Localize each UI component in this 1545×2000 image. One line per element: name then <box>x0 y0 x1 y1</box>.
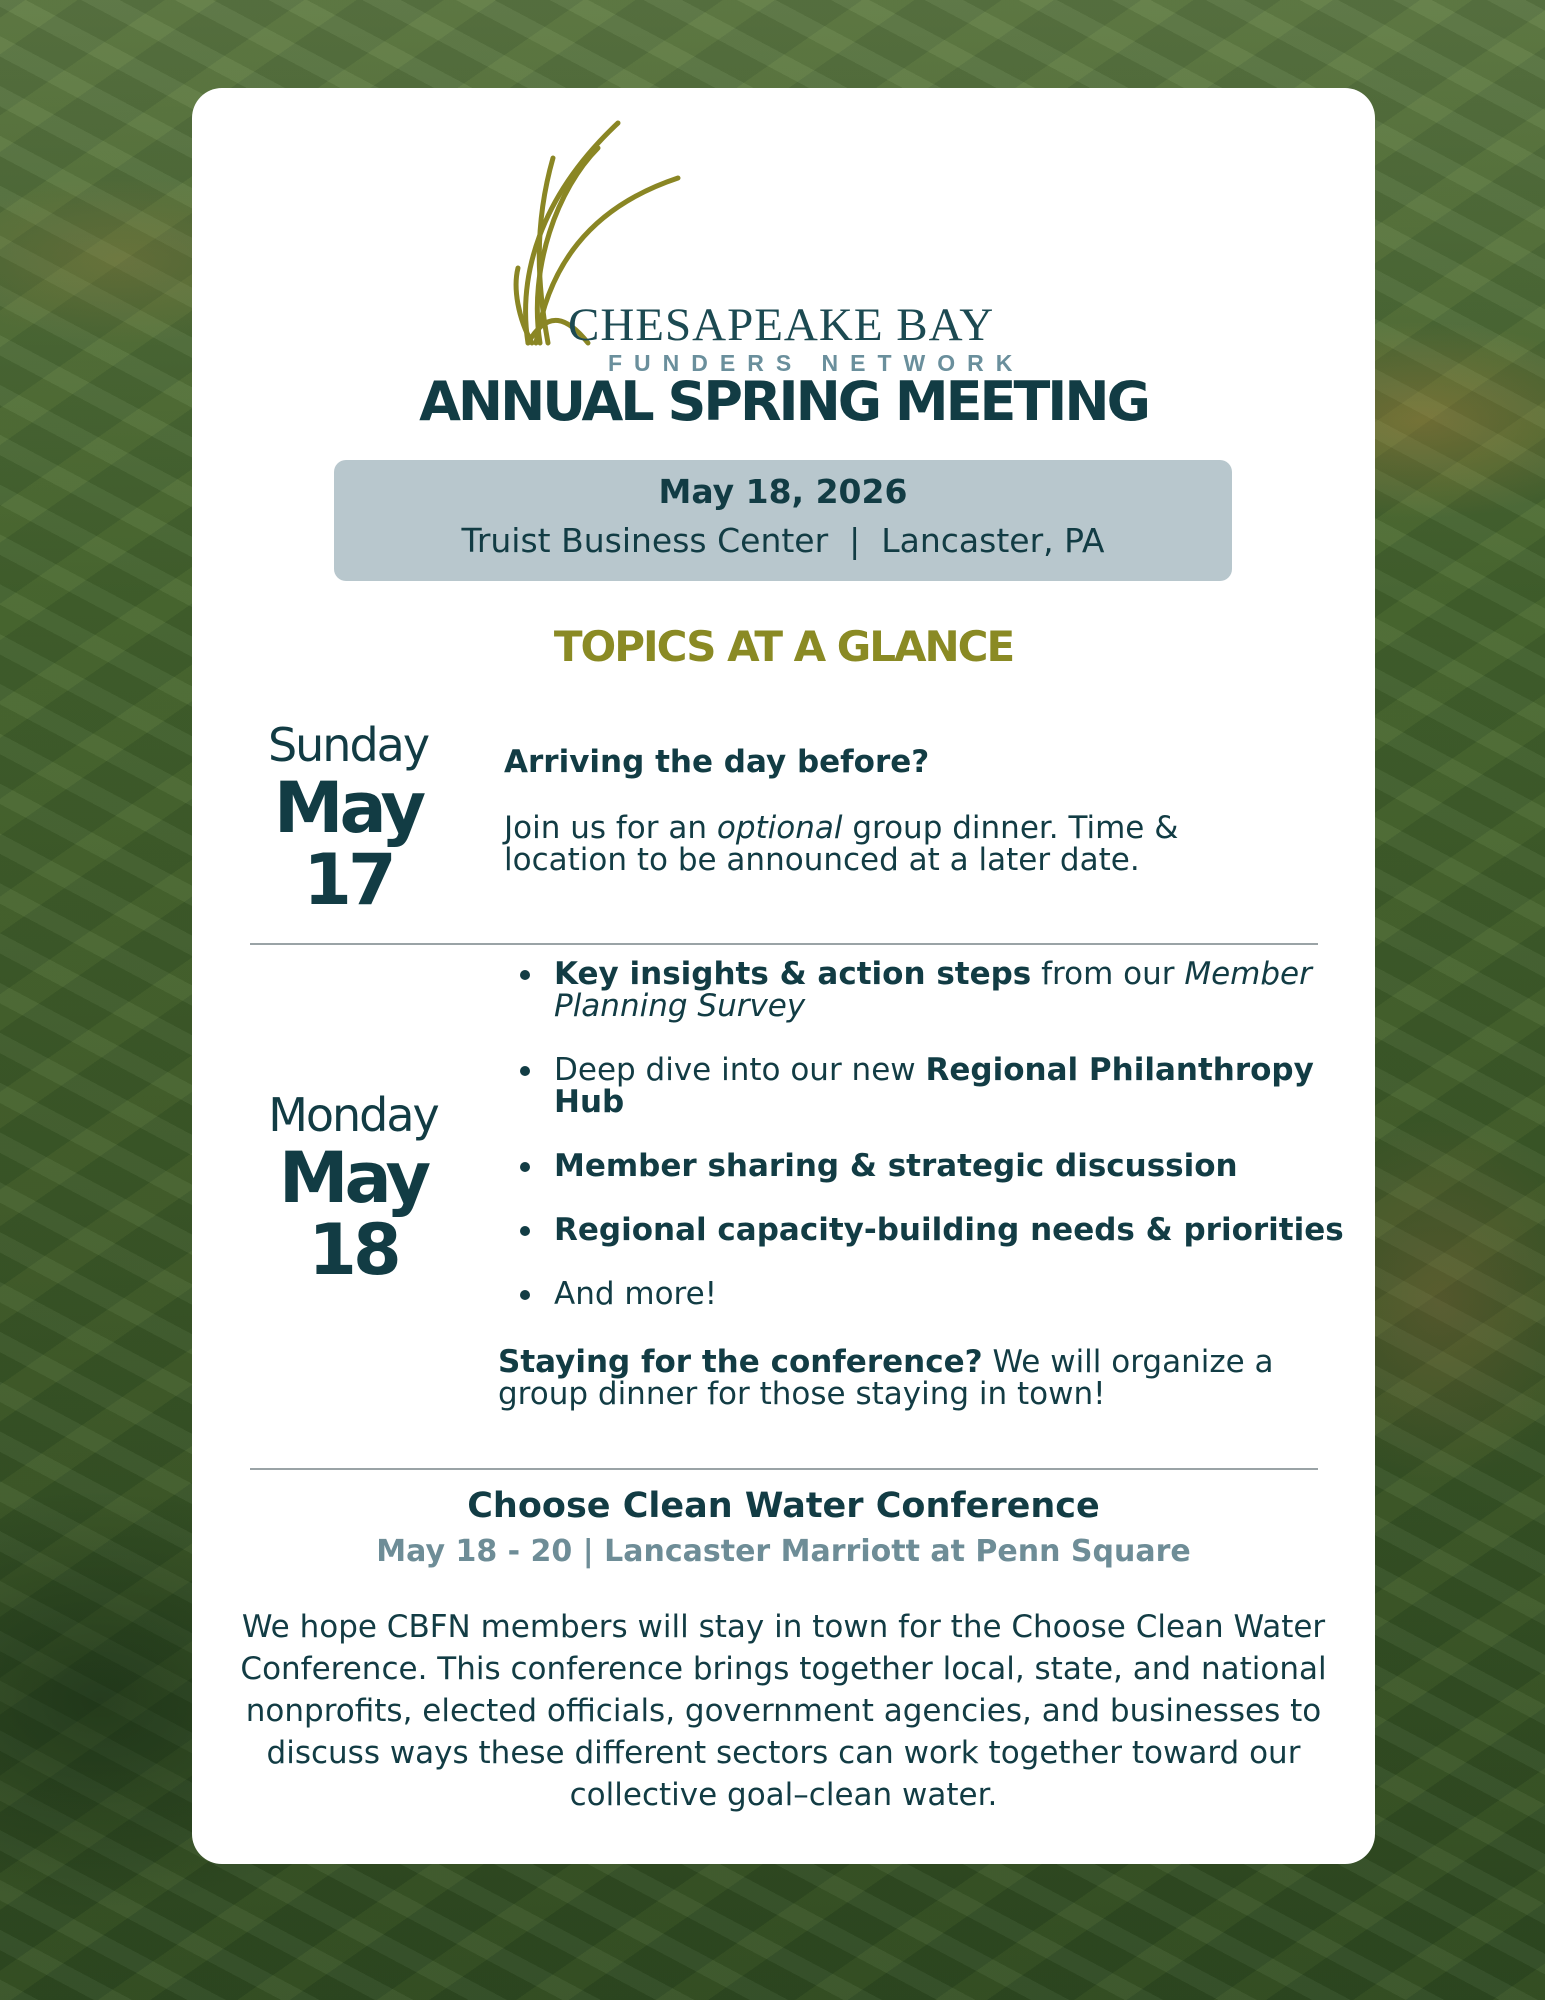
divider <box>250 943 1318 945</box>
event-date: May 18, 2026 <box>658 472 908 511</box>
body-emphasis: optional <box>716 810 843 846</box>
event-info-box <box>334 460 1232 581</box>
conference-stay-note <box>498 1346 1278 1410</box>
stay-text: We will organize a group dinner for those staying in town! <box>498 1344 1274 1412</box>
list-item <box>554 1054 1354 1118</box>
body-text: group dinner. Time & location to be announced at a later date. <box>504 810 1179 878</box>
list-item <box>554 958 1354 1022</box>
body-text: Join us for an <box>504 810 717 846</box>
monday-topics-list <box>504 958 1354 1342</box>
day-sunday <box>248 718 448 921</box>
conference-subtitle: May 18 - 20 | Lancaster Marriott at Penn Square <box>376 1534 1191 1569</box>
stay-bold: Staying for the conference? <box>498 1344 983 1380</box>
bullet-text: And more! <box>554 1276 718 1312</box>
bullet-text: Deep dive into our new <box>554 1052 926 1088</box>
bullet-text: from our <box>1031 956 1185 992</box>
bullet-bold: Regional capacity-building needs & priorities <box>554 1212 1344 1248</box>
conference-title: Choose Clean Water Conference <box>467 1486 1100 1526</box>
list-item <box>554 1278 1354 1310</box>
list-item <box>554 1150 1354 1182</box>
cbfn-logo <box>508 118 1068 376</box>
day-number: 18 <box>308 1209 398 1291</box>
logo-subtitle: FUNDERS NETWORK <box>608 350 1025 376</box>
divider <box>250 1468 1318 1470</box>
day-of-week: Monday <box>268 1088 438 1142</box>
flyer-card <box>192 88 1375 1864</box>
bullet-bold: Key insights & action steps <box>554 956 1032 992</box>
month: May <box>273 767 423 849</box>
list-item <box>554 1214 1354 1246</box>
sunday-body <box>504 812 1264 876</box>
conference-description: We hope CBFN members will stay in town for the Choose Clean Water Conference. This conference brings together local, state, and national nonprofits, elected officials, government agencies, and businesses to discuss ways these different sectors can work together toward our collective goal–clean water. <box>240 1609 1327 1813</box>
month: May <box>278 1137 428 1219</box>
event-venue: Truist Business Center | Lancaster, PA <box>461 521 1105 560</box>
topics-heading: TOPICS AT A GLANCE <box>553 622 1014 671</box>
bullet-bold: Regional Philanthropy Hub <box>554 1052 1314 1120</box>
bullet-bold: Member sharing & strategic discussion <box>554 1148 1238 1184</box>
logo-name: CHESAPEAKE BAY <box>568 299 995 351</box>
day-of-week: Sunday <box>267 718 429 772</box>
day-monday <box>248 1088 458 1291</box>
page-title: ANNUAL SPRING MEETING <box>419 370 1148 433</box>
bullet-emphasis: Member Planning Survey <box>554 956 1312 1024</box>
sunday-heading: Arriving the day before? <box>504 744 930 780</box>
day-number: 17 <box>303 839 393 921</box>
